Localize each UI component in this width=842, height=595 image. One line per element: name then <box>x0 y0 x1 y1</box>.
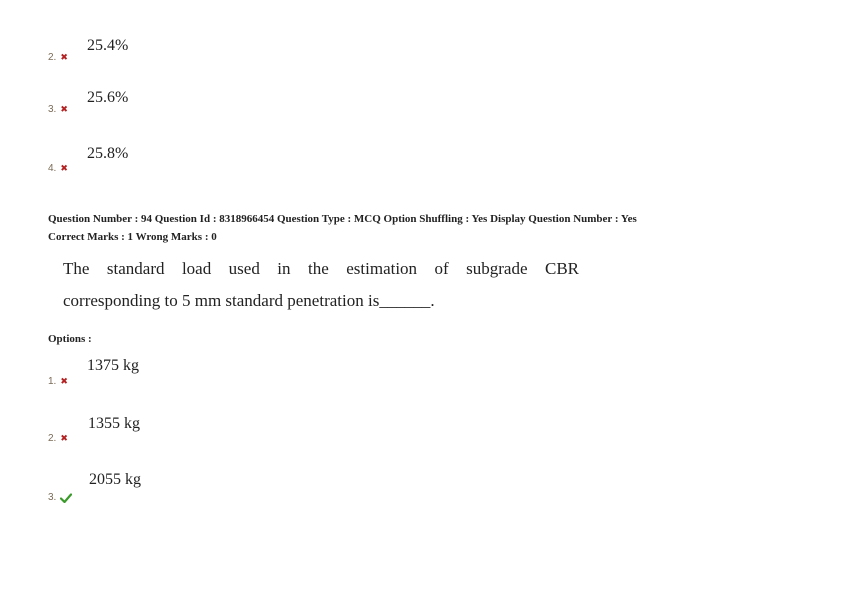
cross-icon: ✖ <box>60 376 68 386</box>
question-text-line1: The standard load used in the estimation of subgrade CBR <box>63 259 579 278</box>
prev-option-text: 25.8% <box>87 145 129 162</box>
option-number: 3. <box>48 492 57 503</box>
prev-option-4-number-row <box>48 163 68 174</box>
cross-icon: ✖ <box>60 52 68 62</box>
prev-option-number: 2. <box>48 52 57 63</box>
prev-option-2-number-row <box>48 52 68 63</box>
prev-option-3-number-row <box>48 104 68 115</box>
prev-option-text: 25.4% <box>87 37 129 54</box>
option-text: 2055 kg <box>89 471 141 488</box>
option-text: 1355 kg <box>88 415 140 432</box>
question-meta-line1: Question Number : 94 Question Id : 8318966454 Question Type : MCQ Option Shuffling : Yes Display Question Number : Yes <box>48 213 637 225</box>
prev-option-number: 3. <box>48 104 57 115</box>
option-3-number-row <box>48 492 72 503</box>
option-text: 1375 kg <box>87 357 139 374</box>
check-icon <box>60 493 72 503</box>
cross-icon: ✖ <box>60 104 68 114</box>
option-number: 1. <box>48 376 57 387</box>
question-text-line2: corresponding to 5 mm standard penetration is______. <box>63 291 435 310</box>
question-meta-line2: Correct Marks : 1 Wrong Marks : 0 <box>48 231 217 243</box>
options-label: Options : <box>48 333 92 345</box>
prev-option-number: 4. <box>48 163 57 174</box>
option-number: 2. <box>48 433 57 444</box>
option-1-number-row <box>48 376 68 387</box>
cross-icon: ✖ <box>60 433 68 443</box>
prev-option-text: 25.6% <box>87 89 129 106</box>
cross-icon: ✖ <box>60 163 68 173</box>
option-2-number-row <box>48 433 68 444</box>
